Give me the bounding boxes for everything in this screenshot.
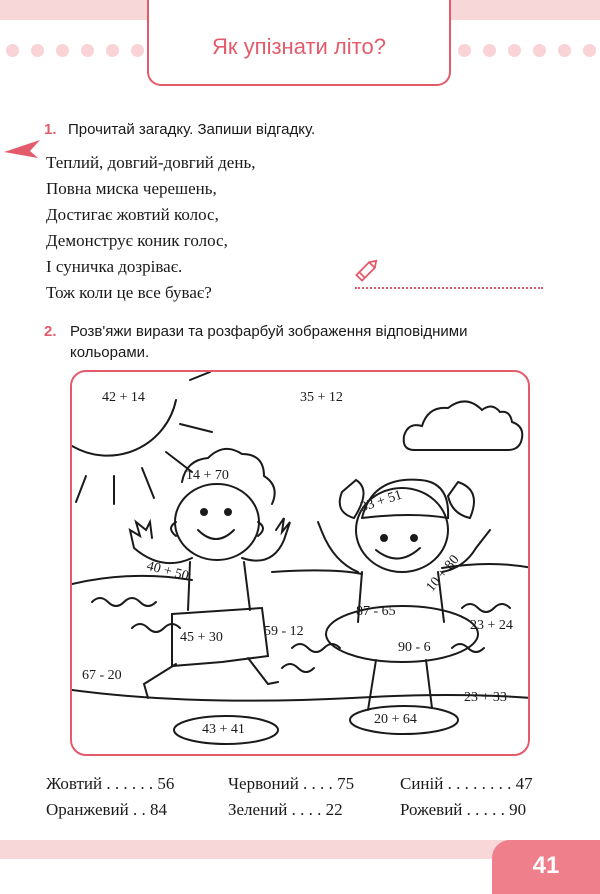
poem-line: Достигає жовтий колос, [46, 205, 219, 224]
color-name: Синій . . . . . . . . [400, 774, 512, 793]
poem-line: Тож коли це все буває? [46, 283, 212, 302]
poem-line: Повна миска черешень, [46, 179, 217, 198]
expression: 33 + 51 [358, 487, 405, 516]
poem-line: Демонструє коник голос, [46, 231, 228, 250]
color-value: 84 [149, 800, 167, 819]
expression: 23 + 24 [470, 618, 513, 633]
expression: 67 - 20 [82, 668, 122, 683]
expression: 35 + 12 [300, 390, 343, 405]
task2-instruction-2: кольорами. [70, 344, 150, 361]
page-number: 41 [532, 852, 560, 879]
legend-blue [400, 774, 533, 794]
color-name: Оранжевий . . [46, 800, 146, 819]
expression: 59 - 12 [264, 624, 304, 639]
expression: 87 - 65 [356, 604, 396, 619]
color-name: Червоний . . . . [228, 774, 333, 793]
legend-green [228, 800, 343, 820]
legend-orange [46, 800, 167, 820]
title-box [147, 0, 451, 86]
expression: 40 + 50 [144, 558, 191, 585]
pencil-icon [352, 255, 382, 285]
color-value: 47 [515, 774, 533, 793]
task1-number: 1. [44, 121, 57, 138]
color-value: 56 [157, 774, 175, 793]
expression: 90 - 6 [398, 640, 431, 655]
color-name: Зелений . . . . [228, 800, 322, 819]
expression: 23 + 33 [464, 690, 507, 705]
legend-pink [400, 800, 526, 820]
expression: 20 + 64 [374, 712, 417, 727]
expression: 14 + 70 [186, 468, 229, 483]
coloring-picture[interactable] [70, 370, 530, 756]
expression: 43 + 41 [202, 722, 245, 737]
color-value: 22 [325, 800, 343, 819]
color-value: 90 [509, 800, 527, 819]
expression: 42 + 14 [102, 390, 145, 405]
poem-line: І суничка дозріває. [46, 257, 183, 276]
poem-line: Теплий, довгий-довгий день, [46, 153, 256, 172]
cloud-icon [404, 401, 523, 450]
expression: 10 + 80 [423, 552, 463, 595]
flag-icon [2, 138, 42, 162]
task2-instruction: Розв'яжи вирази та розфарбуй зображення відповідними [70, 323, 468, 340]
expression: 45 + 30 [180, 630, 223, 645]
answer-line[interactable] [355, 287, 543, 289]
color-value: 75 [337, 774, 355, 793]
legend-red [228, 774, 354, 794]
task2-number: 2. [44, 323, 57, 340]
page-number-box [492, 840, 600, 894]
color-name: Жовтий . . . . . . [46, 774, 154, 793]
riddle-poem [46, 150, 255, 306]
legend-yellow [46, 774, 174, 794]
page-title: Як упізнати літо? [212, 34, 386, 59]
color-name: Рожевий . . . . . [400, 800, 505, 819]
task1-instruction: Прочитай загадку. Запиши відгадку. [68, 121, 316, 138]
